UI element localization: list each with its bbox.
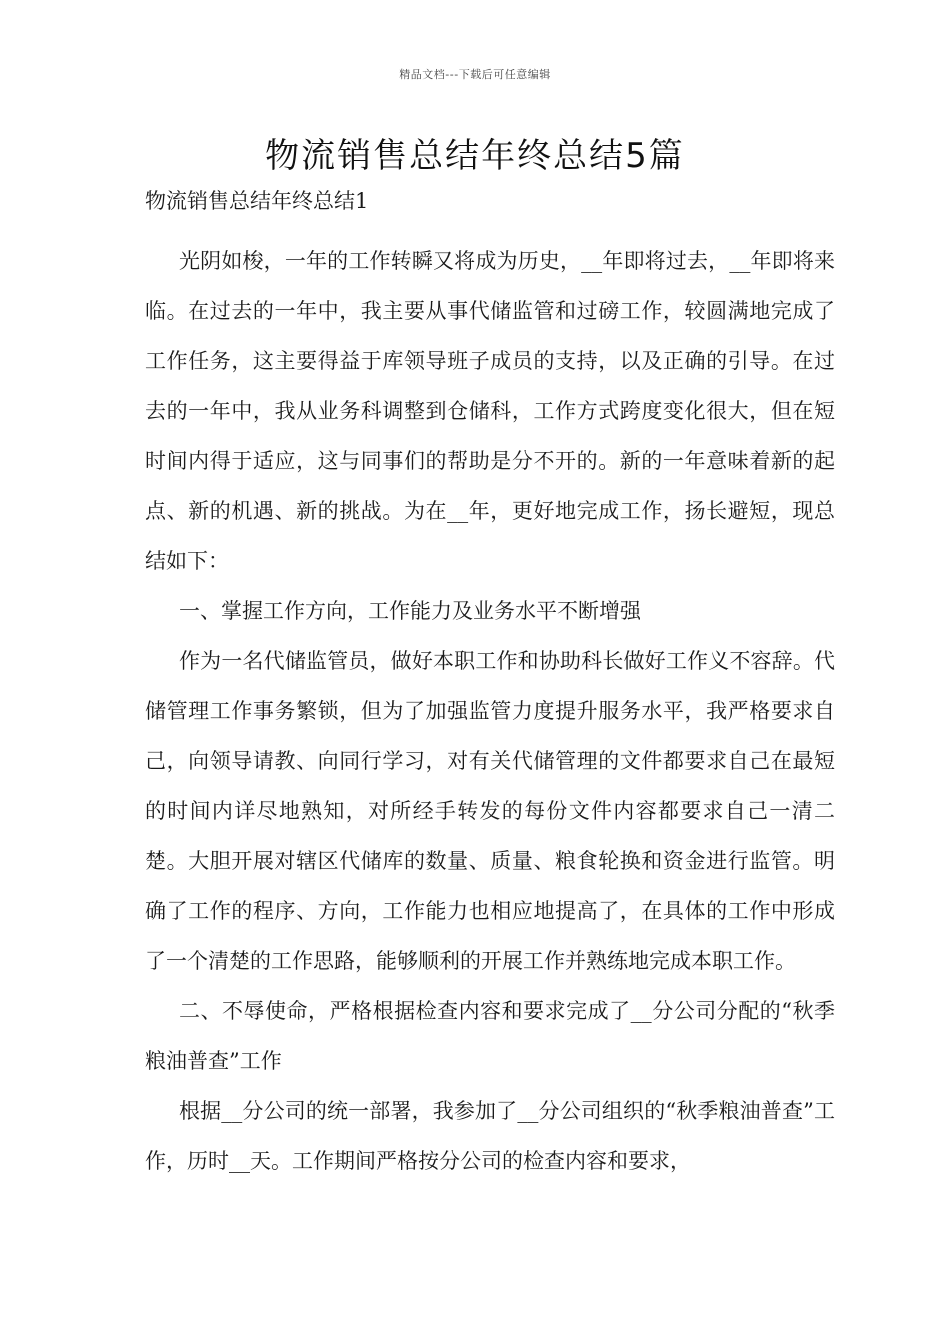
paragraph-section-1: 作为一名代储监管员，做好本职工作和协助科长做好工作义不容辞。代储管理工作事务繁锁，但为了加强监管力度提升服务水平，我严格要求自己，向领导请教、向同行学习，对有关代储管理的文件都要求自己在最短的时间内详尽地熟知，对所经手转发的每份文件内容都要求自己一清二楚。大胆开展对辖区代储库的数量、质量、粮食轮换和资金进行监管。明确了工作的程序、方向，工作能力也相应地提高了，在具体的工作中形成了一个清楚的工作思路，能够顺利的开展工作并熟练地完成本职工作。 — [145, 649, 835, 973]
section-subtitle: 物流销售总结年终总结1 — [145, 189, 369, 213]
paragraph-intro: 光阴如梭，一年的工作转瞬又将成为历史，__年即将过去，__年即将来临。在过去的一年中，我主要从事代储监管和过磅工作，较圆满地完成了工作任务，这主要得益于库领导班子成员的支持，以及正确的引导。在过去的一年中，我从业务科调整到仓储科，工作方式跨度变化很大，但在短时间内得于适应，这与同事们的帮助是分不开的。新的一年意味着新的起点、新的机遇、新的挑战。为在__年，更好地完成工作，扬长避短，现总结如下： — [145, 249, 835, 573]
section-heading-1: 一、掌握工作方向，工作能力及业务水平不断增强 — [179, 599, 641, 623]
page-header: 精品文档---下载后可任意编辑 — [399, 68, 551, 81]
document-title: 物流销售总结年终总结5篇 — [265, 136, 685, 176]
section-heading-2: 二、不辱使命，严格根据检查内容和要求完成了__分公司分配的“秋季粮油普查”工作 — [145, 999, 835, 1073]
document-body — [145, 186, 835, 1186]
paragraph-section-2: 根据__分公司的统一部署，我参加了__分公司组织的“秋季粮油普查”工作，历时__天。工作期间严格按分公司的检查内容和要求， — [145, 1099, 835, 1173]
